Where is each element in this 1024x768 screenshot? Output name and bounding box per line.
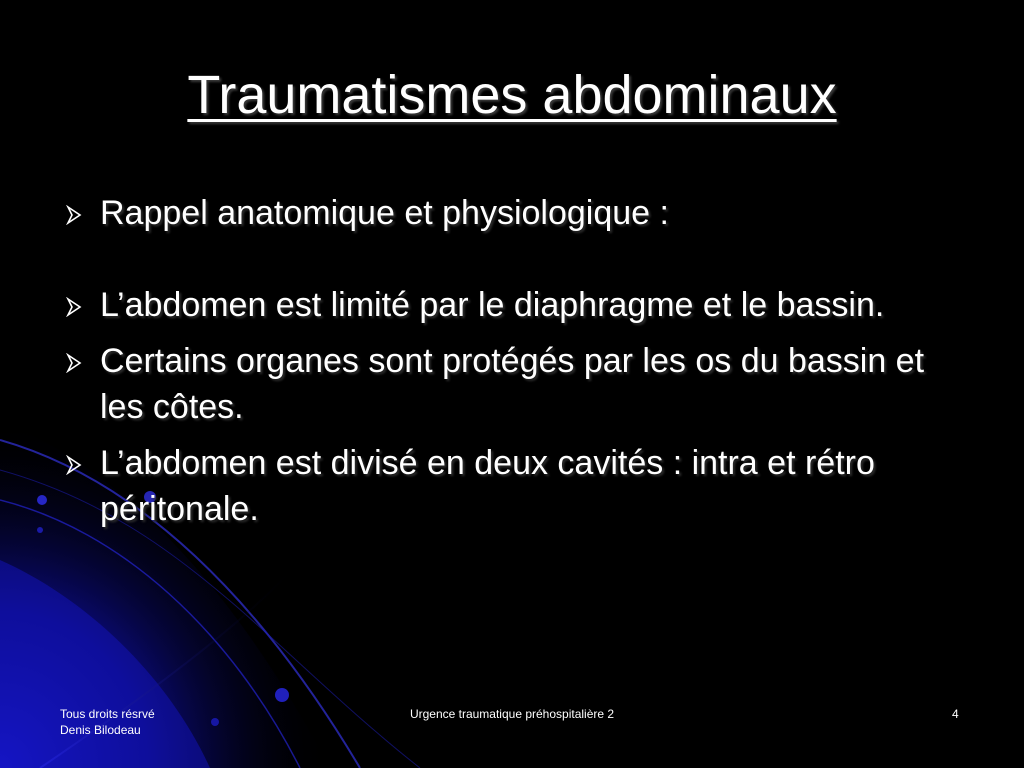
- slide-title: Traumatismes abdominaux: [187, 65, 837, 125]
- bullet-item: [62, 440, 942, 532]
- bullet-text: Rappel anatomique et physiologique :: [100, 194, 669, 232]
- bullet-text: L’abdomen est divisé en deux cavités : intra et rétro péritonale.: [100, 444, 875, 528]
- bullet-list: [62, 190, 942, 532]
- chevron-right-icon: [64, 297, 84, 317]
- page-number: 4: [952, 707, 959, 721]
- bullet-text: L’abdomen est limité par le diaphragme et le bassin.: [100, 286, 885, 324]
- footer-author-name: Denis Bilodeau: [60, 723, 141, 737]
- chevron-right-icon: [64, 353, 84, 373]
- bullet-text: Certains organes sont protégés par les os du bassin et les côtes.: [100, 342, 925, 426]
- bullet-item: [62, 338, 942, 430]
- footer-course-title: Urgence traumatique préhospitalière 2: [409, 707, 615, 721]
- chevron-right-icon: [64, 455, 84, 475]
- footer-copyright: Tous droits résrvé: [60, 707, 155, 721]
- bullet-item: [62, 190, 942, 236]
- chevron-right-icon: [64, 205, 84, 225]
- bullet-item: [62, 282, 942, 328]
